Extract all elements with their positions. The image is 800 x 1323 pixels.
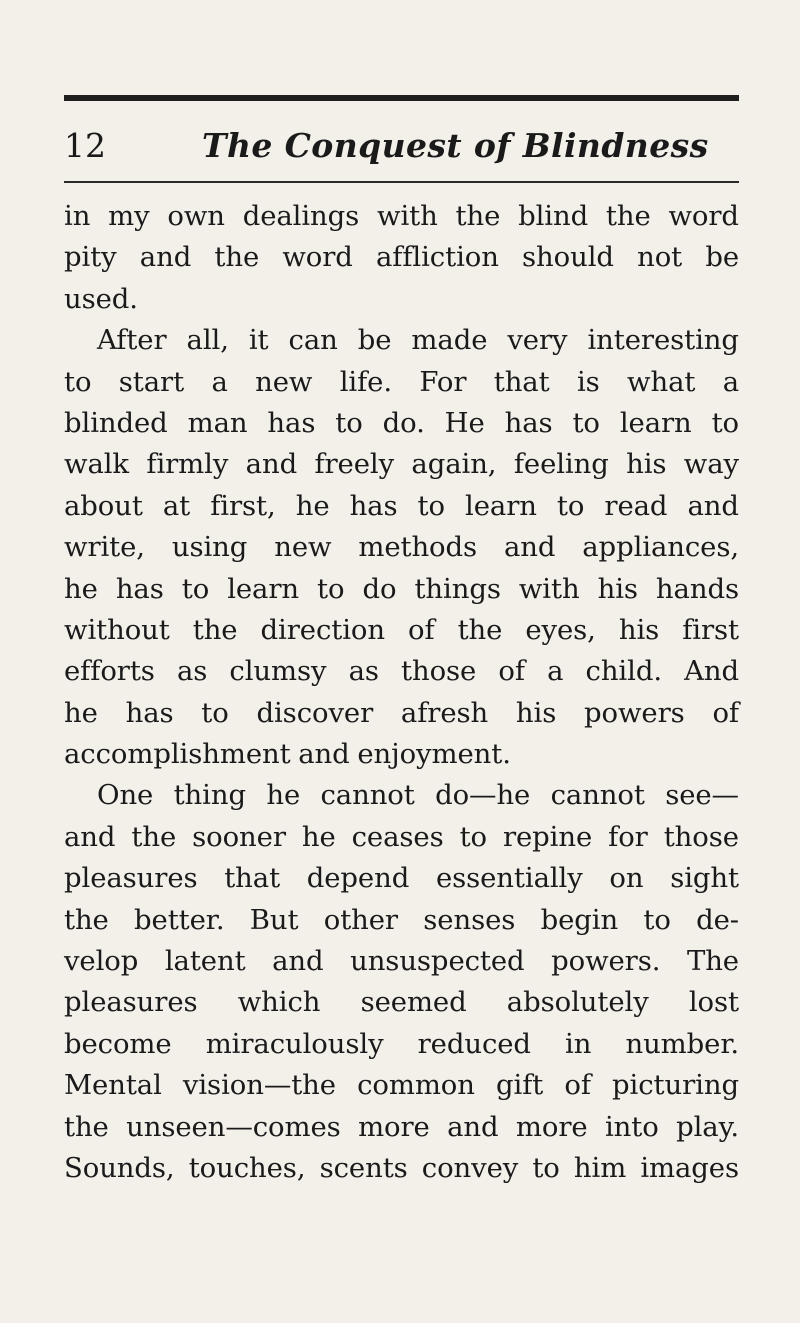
text-line: he has to discover afresh his powers of — [64, 696, 739, 729]
header-rule — [64, 181, 739, 183]
text-line: efforts as clumsy as those of a child. And — [64, 655, 739, 688]
text-line: One thing he cannot do—he cannot see— — [97, 779, 739, 812]
text-line: about at first, he has to learn to read and — [64, 489, 739, 522]
text-line: to start a new life. For that is what a — [64, 365, 739, 398]
text-line: the unseen—comes more and more into play. — [64, 1110, 739, 1143]
text-line: blinded man has to do. He has to learn to — [64, 406, 739, 439]
text-line: accomplishment and enjoyment. — [64, 738, 511, 771]
text-line: pity and the word affliction should not be — [64, 241, 739, 274]
text-line: and the sooner he ceases to repine for those — [64, 820, 739, 853]
text-line: Sounds, touches, scents convey to him images — [64, 1151, 739, 1184]
body-text — [64, 196, 739, 1189]
text-line: walk firmly and freely again, feeling his way — [64, 448, 739, 481]
text-line: in my own dealings with the blind the word — [64, 200, 739, 232]
text-line: write, using new methods and appliances, — [64, 531, 739, 564]
text-line: pleasures that depend essentially on sight — [64, 862, 739, 895]
text-line: used. — [64, 282, 138, 315]
text-line: without the direction of the eyes, his first — [64, 613, 739, 646]
text-line: Mental vision—the common gift of picturing — [64, 1069, 739, 1102]
top-rule — [64, 95, 739, 101]
page-header — [64, 122, 739, 172]
text-line: pleasures which seemed absolutely lost — [64, 986, 739, 1019]
text-line: become miraculously reduced in number. — [64, 1027, 739, 1060]
text-line: velop latent and unsuspected powers. The — [64, 945, 739, 978]
text-line: After all, it can be made very interesting — [97, 324, 739, 357]
text-line: he has to learn to do things with his hands — [64, 572, 739, 605]
page-number: 12 — [64, 126, 106, 165]
running-title: The Conquest of Blindness — [202, 126, 709, 165]
text-line: the better. But other senses begin to de- — [64, 903, 739, 936]
